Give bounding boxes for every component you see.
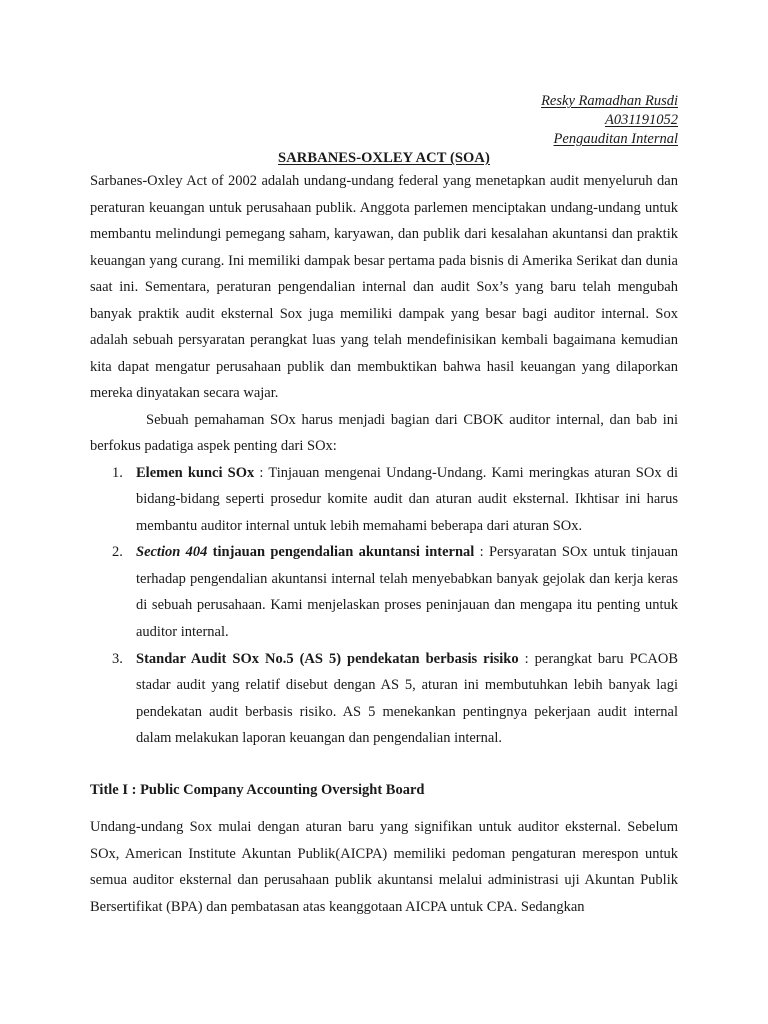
- list-item-heading: Elemen kunci SOx: [136, 464, 255, 481]
- aspect-list: [90, 460, 678, 753]
- list-number: 2.: [112, 544, 123, 561]
- document-page: [90, 92, 678, 920]
- list-number: 3.: [112, 650, 123, 667]
- list-item: [90, 646, 678, 752]
- list-item-text: : perangkat baru PCAOB stadar audit yang relatif disebut dengan AS 5, aturan ini membutuhkan lebih banyak lagi pendekatan audit berbasis risiko. AS 5 menekankan pentingnya pekerjaan audit internal dalam melakukan laporan keuangan dan pengendalian internal.: [136, 650, 678, 747]
- list-item: [90, 539, 678, 645]
- document-title: SARBANES-OXLEY ACT (SOA): [278, 150, 490, 166]
- list-item-text: : Persyaratan SOx untuk tinjauan terhadap pengendalian akuntansi internal telah menyebabkan banyak gejolak dan kerja keras di sebuah perusahaan. Kami menjelaskan proses peninjauan dan mengapa itu penting untuk auditor internal.: [136, 544, 678, 641]
- list-item-heading: tinjauan pengendalian akuntansi internal: [207, 544, 475, 561]
- author-block: [90, 92, 678, 149]
- list-number: 1.: [112, 464, 123, 481]
- second-paragraph: Sebuah pemahaman SOx harus menjadi bagian dari CBOK auditor internal, dan bab ini berfokus padatiga aspek penting dari SOx:: [90, 411, 678, 454]
- list-item-text: : Tinjauan mengenai Undang-Undang. Kami meringkas aturan SOx di bidang-bidang seperti prosedur komite audit dan aturan audit eksternal. Ikhtisar ini harus membantu auditor internal untuk lebih memahami beberapa dari aturan SOx.: [136, 464, 678, 534]
- student-id: A031191052: [604, 112, 678, 128]
- author-name: Resky Ramadhan Rusdi: [541, 93, 678, 109]
- list-item: [90, 460, 678, 540]
- section-body: Undang-undang Sox mulai dengan aturan baru yang signifikan untuk auditor eksternal. Sebelum SOx, American Institute Akuntan Publik(AICPA) memiliki pedoman pengaturan merespon untuk semua auditor eksternal dan perusahaan publik akuntansi melalui administrasi uji Akuntan Publik Bersertifikat (BPA) dan pembatasan atas keanggotaan AICPA untuk CPA. Sedangkan: [90, 819, 678, 915]
- course-name: Pengauditan Internal: [553, 131, 678, 147]
- list-item-heading: Standar Audit SOx No.5 (AS 5) pendekatan berbasis risiko: [136, 650, 519, 667]
- list-item-italic-heading: Section 404: [136, 544, 208, 561]
- section-title: Title I : Public Company Accounting Oversight Board: [90, 782, 425, 799]
- intro-paragraph: Sarbanes-Oxley Act of 2002 adalah undang-undang federal yang menetapkan audit menyeluruh dan peraturan keuangan untuk perusahaan publik. Anggota parlemen menciptakan undang-undang untuk membantu melindungi pemegang saham, karyawan, dan publik dari kesalahan akuntansi dan praktik keuangan yang curang. Ini memiliki dampak besar pertama pada bisnis di Amerika Serikat dan dunia saat ini. Sementara, peraturan pengendalian internal dan audit Sox’s yang baru telah mengubah banyak praktik audit eksternal Sox juga memiliki dampak yang besar bagi auditor internal. Sox adalah sebuah persyaratan perangkat luas yang telah mendefinisikan kembali bagaimana kemudian kita dapat mengatur perusahaan publik dan membuktikan bahwa hasil keuangan yang dilaporkan mereka dinyatakan secara wajar.: [90, 173, 678, 401]
